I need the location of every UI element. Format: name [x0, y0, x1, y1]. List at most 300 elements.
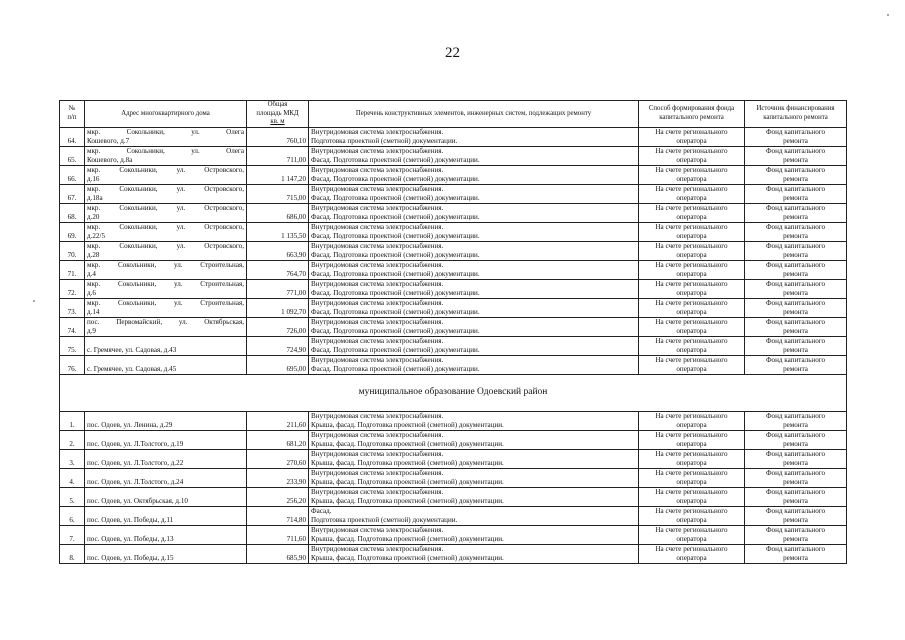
row-method — [639, 241, 745, 260]
row-method — [639, 544, 745, 563]
row-works — [309, 355, 639, 374]
row-works — [309, 241, 639, 260]
row-address — [85, 203, 247, 222]
row-number: 69. — [60, 222, 85, 241]
source-line-1: Фонд капитального — [765, 146, 826, 155]
row-source — [745, 146, 847, 165]
address-line-2: пос. Одоев, ул. Л.Толстого, д.24 — [87, 477, 184, 486]
table-section — [60, 374, 847, 411]
method-line-1: На счете регионального — [655, 544, 728, 553]
works-line-1: Внутридомовая система электроснабжения. — [311, 222, 444, 231]
method-line-1: На счете регионального — [655, 165, 728, 174]
method-line-1: На счете регионального — [655, 279, 728, 288]
row-address — [85, 355, 247, 374]
source-line-1: Фонд капитального — [765, 165, 826, 174]
method-line-2: оператора — [676, 174, 707, 183]
row-area: 211,60 — [247, 411, 309, 430]
row-number: 68. — [60, 203, 85, 222]
row-method — [639, 336, 745, 355]
address-line-2: Кошевого, д.8а — [87, 155, 133, 164]
works-line-2: Фасад. Подготовка проектной (сметной) документации. — [311, 345, 480, 354]
table-row — [60, 298, 847, 317]
works-line-2: Крыша, фасад. Подготовка проектной (сметной) документации. — [311, 553, 504, 562]
works-line-2: Фасад. Подготовка проектной (сметной) документации. — [311, 212, 480, 221]
method-line-2: оператора — [676, 477, 707, 486]
header-number: № п/п — [60, 101, 85, 128]
row-area: 711,60 — [247, 525, 309, 544]
source-line-2: ремонта — [783, 439, 808, 448]
row-number: 2. — [60, 430, 85, 449]
scan-speck — [887, 14, 889, 16]
row-works — [309, 430, 639, 449]
works-line-1: Фасад. — [311, 506, 332, 515]
source-line-2: ремонта — [783, 288, 808, 297]
row-source — [745, 222, 847, 241]
address-line-1: пос. Первомайский, ул. Октябрьская, — [87, 317, 244, 326]
row-address — [85, 241, 247, 260]
row-source — [745, 430, 847, 449]
row-number: 73. — [60, 298, 85, 317]
address-line-2: пос. Одоев, ул. Победы, д.15 — [87, 553, 174, 562]
method-line-1: На счете регионального — [655, 184, 728, 193]
source-line-2: ремонта — [783, 420, 808, 429]
row-area: 256,20 — [247, 487, 309, 506]
row-method — [639, 411, 745, 430]
table-body-part-2 — [60, 411, 847, 563]
source-line-1: Фонд капитального — [765, 525, 826, 534]
works-line-1: Внутридомовая система электроснабжения. — [311, 525, 444, 534]
row-works — [309, 279, 639, 298]
header-works: Перечень конструктивных элементов, инженерных систем, подлежащих ремонту — [309, 101, 639, 128]
row-works — [309, 544, 639, 563]
row-address — [85, 317, 247, 336]
works-line-2: Фасад. Подготовка проектной (сметной) документации. — [311, 288, 480, 297]
row-number: 74. — [60, 317, 85, 336]
row-address — [85, 336, 247, 355]
method-line-1: На счете регионального — [655, 203, 728, 212]
source-line-2: ремонта — [783, 553, 808, 562]
works-line-1: Внутридомовая система электроснабжения. — [311, 430, 444, 439]
source-line-1: Фонд капитального — [765, 544, 826, 553]
row-method — [639, 317, 745, 336]
row-address — [85, 298, 247, 317]
works-line-2: Крыша, фасад. Подготовка проектной (сметной) документации. — [311, 534, 504, 543]
method-line-2: оператора — [676, 458, 707, 467]
method-line-1: На счете регионального — [655, 506, 728, 515]
works-line-2: Фасад. Подготовка проектной (сметной) документации. — [311, 155, 480, 164]
scan-speck — [33, 300, 35, 302]
method-line-2: оператора — [676, 307, 707, 316]
row-works — [309, 165, 639, 184]
row-area: 663,90 — [247, 241, 309, 260]
table-row — [60, 411, 847, 430]
method-line-2: оператора — [676, 288, 707, 297]
method-line-2: оператора — [676, 136, 707, 145]
source-line-2: ремонта — [783, 155, 808, 164]
row-area: 724,90 — [247, 336, 309, 355]
address-line-1: мкр. Сокольники, ул. Строительная, — [87, 260, 244, 269]
table-row — [60, 468, 847, 487]
method-line-1: На счете регионального — [655, 430, 728, 439]
row-method — [639, 525, 745, 544]
row-works — [309, 127, 639, 146]
row-number: 76. — [60, 355, 85, 374]
works-line-2: Крыша, фасад. Подготовка проектной (сметной) документации. — [311, 458, 504, 467]
row-works — [309, 146, 639, 165]
source-line-1: Фонд капитального — [765, 355, 826, 364]
table-row — [60, 487, 847, 506]
row-method — [639, 468, 745, 487]
row-method — [639, 260, 745, 279]
row-number: 1. — [60, 411, 85, 430]
method-line-1: На счете регионального — [655, 468, 728, 477]
address-line-1: мкр. Сокольники, ул. Олега — [87, 127, 244, 136]
table-row — [60, 222, 847, 241]
address-line-2: д.4 — [87, 269, 96, 278]
address-line-1: мкр. Сокольники, ул. Островского, — [87, 241, 244, 250]
address-line-2: пос. Одоев, ул. Победы, д.13 — [87, 534, 174, 543]
method-line-1: На счете регионального — [655, 222, 728, 231]
address-line-1: мкр. Сокольники, ул. Островского, — [87, 184, 244, 193]
source-line-1: Фонд капитального — [765, 487, 826, 496]
works-line-1: Внутридомовая система электроснабжения. — [311, 411, 444, 420]
row-address — [85, 468, 247, 487]
row-area: 1 092,70 — [247, 298, 309, 317]
address-line-1: мкр. Сокольники, ул. Строительная, — [87, 298, 244, 307]
row-method — [639, 449, 745, 468]
table-row — [60, 203, 847, 222]
row-works — [309, 468, 639, 487]
row-address — [85, 487, 247, 506]
table-row — [60, 525, 847, 544]
row-number: 8. — [60, 544, 85, 563]
row-source — [745, 279, 847, 298]
source-line-2: ремонта — [783, 269, 808, 278]
section-title: муниципальное образование Одоевский район — [60, 374, 847, 411]
row-source — [745, 165, 847, 184]
table-row — [60, 355, 847, 374]
method-line-2: оператора — [676, 326, 707, 335]
source-line-1: Фонд капитального — [765, 222, 826, 231]
row-works — [309, 506, 639, 525]
row-works — [309, 298, 639, 317]
table-row — [60, 146, 847, 165]
table-row — [60, 544, 847, 563]
works-line-1: Внутридомовая система электроснабжения. — [311, 127, 444, 136]
works-line-1: Внутридомовая система электроснабжения. — [311, 260, 444, 269]
method-line-2: оператора — [676, 534, 707, 543]
row-address — [85, 279, 247, 298]
row-source — [745, 336, 847, 355]
row-method — [639, 279, 745, 298]
table-row — [60, 317, 847, 336]
works-line-2: Подготовка проектной (сметной) документации. — [311, 515, 458, 524]
row-number: 7. — [60, 525, 85, 544]
row-area: 715,00 — [247, 184, 309, 203]
source-line-1: Фонд капитального — [765, 203, 826, 212]
header-source: Источник финансирования капитального ремонта — [745, 101, 847, 128]
row-area: 1 135,50 — [247, 222, 309, 241]
works-line-1: Внутридомовая система электроснабжения. — [311, 487, 444, 496]
works-line-1: Внутридомовая система электроснабжения. — [311, 544, 444, 553]
works-line-1: Внутридомовая система электроснабжения. — [311, 449, 444, 458]
row-number: 66. — [60, 165, 85, 184]
source-line-2: ремонта — [783, 345, 808, 354]
works-line-2: Крыша, фасад. Подготовка проектной (сметной) документации. — [311, 439, 504, 448]
row-number: 72. — [60, 279, 85, 298]
row-source — [745, 127, 847, 146]
row-address — [85, 525, 247, 544]
row-area: 714,80 — [247, 506, 309, 525]
method-line-2: оператора — [676, 364, 707, 373]
row-method — [639, 487, 745, 506]
address-line-2: д.22/5 — [87, 231, 105, 240]
row-method — [639, 165, 745, 184]
works-line-2: Фасад. Подготовка проектной (сметной) документации. — [311, 326, 480, 335]
row-method — [639, 298, 745, 317]
address-line-2: пос. Одоев, ул. Л.Толстого, д.22 — [87, 458, 184, 467]
row-address — [85, 127, 247, 146]
table-header — [60, 101, 847, 128]
works-line-2: Фасад. Подготовка проектной (сметной) документации. — [311, 174, 480, 183]
row-area: 270,60 — [247, 449, 309, 468]
header-area: Общая площадь МКД кв. м — [247, 101, 309, 128]
method-line-2: оператора — [676, 250, 707, 259]
method-line-1: На счете регионального — [655, 336, 728, 345]
method-line-1: На счете регионального — [655, 525, 728, 534]
works-line-2: Фасад. Подготовка проектной (сметной) документации. — [311, 269, 480, 278]
works-line-2: Фасад. Подготовка проектной (сметной) документации. — [311, 231, 480, 240]
table-row — [60, 184, 847, 203]
address-line-2: д.18а — [87, 193, 103, 202]
method-line-1: На счете регионального — [655, 411, 728, 420]
source-line-1: Фонд капитального — [765, 449, 826, 458]
row-number: 4. — [60, 468, 85, 487]
table-row — [60, 165, 847, 184]
row-method — [639, 506, 745, 525]
method-line-2: оператора — [676, 193, 707, 202]
method-line-2: оператора — [676, 515, 707, 524]
table-row — [60, 449, 847, 468]
row-area: 711,00 — [247, 146, 309, 165]
source-line-2: ремонта — [783, 364, 808, 373]
method-line-1: На счете регионального — [655, 241, 728, 250]
source-line-2: ремонта — [783, 515, 808, 524]
row-area: 686,00 — [247, 203, 309, 222]
works-line-1: Внутридомовая система электроснабжения. — [311, 336, 444, 345]
row-number: 75. — [60, 336, 85, 355]
source-line-2: ремонта — [783, 534, 808, 543]
works-line-1: Внутридомовая система электроснабжения. — [311, 468, 444, 477]
row-address — [85, 146, 247, 165]
source-line-2: ремонта — [783, 458, 808, 467]
source-line-1: Фонд капитального — [765, 184, 826, 193]
row-source — [745, 317, 847, 336]
address-line-1: мкр. Сокольники, ул. Островского, — [87, 165, 244, 174]
row-address — [85, 260, 247, 279]
address-line-1: мкр. Сокольники, ул. Строительная, — [87, 279, 244, 288]
method-line-2: оператора — [676, 155, 707, 164]
address-line-2: д.9 — [87, 326, 96, 335]
row-number: 71. — [60, 260, 85, 279]
source-line-2: ремонта — [783, 193, 808, 202]
works-line-1: Внутридомовая система электроснабжения. — [311, 279, 444, 288]
row-works — [309, 317, 639, 336]
row-address — [85, 411, 247, 430]
works-line-2: Крыша, фасад. Подготовка проектной (сметной) документации. — [311, 420, 504, 429]
works-line-2: Крыша, фасад. Подготовка проектной (сметной) документации. — [311, 477, 504, 486]
row-address — [85, 544, 247, 563]
row-works — [309, 525, 639, 544]
works-line-2: Подготовка проектной (сметной) документации. — [311, 136, 458, 145]
method-line-2: оператора — [676, 553, 707, 562]
address-line-2: д.6 — [87, 288, 96, 297]
row-source — [745, 544, 847, 563]
method-line-2: оператора — [676, 439, 707, 448]
row-works — [309, 336, 639, 355]
address-line-2: д.28 — [87, 250, 100, 259]
works-line-2: Фасад. Подготовка проектной (сметной) документации. — [311, 193, 480, 202]
row-area: 760,10 — [247, 127, 309, 146]
row-number: 5. — [60, 487, 85, 506]
works-line-2: Крыша, фасад. Подготовка проектной (сметной) документации. — [311, 496, 504, 505]
row-method — [639, 127, 745, 146]
source-line-1: Фонд капитального — [765, 411, 826, 420]
table-row — [60, 279, 847, 298]
row-number: 3. — [60, 449, 85, 468]
row-area: 764,70 — [247, 260, 309, 279]
row-works — [309, 203, 639, 222]
row-source — [745, 241, 847, 260]
address-line-2: Кошевого, д.7 — [87, 136, 130, 145]
table-body-part-1 — [60, 127, 847, 374]
method-line-1: На счете регионального — [655, 317, 728, 326]
works-line-1: Внутридомовая система электроснабжения. — [311, 298, 444, 307]
row-source — [745, 525, 847, 544]
row-method — [639, 430, 745, 449]
works-line-2: Фасад. Подготовка проектной (сметной) документации. — [311, 364, 480, 373]
source-line-2: ремонта — [783, 326, 808, 335]
works-line-1: Внутридомовая система электроснабжения. — [311, 184, 444, 193]
works-line-1: Внутридомовая система электроснабжения. — [311, 165, 444, 174]
row-source — [745, 203, 847, 222]
method-line-1: На счете регионального — [655, 487, 728, 496]
row-works — [309, 184, 639, 203]
table-row — [60, 336, 847, 355]
source-line-2: ремонта — [783, 307, 808, 316]
method-line-2: оператора — [676, 212, 707, 221]
row-area: 771,00 — [247, 279, 309, 298]
source-line-1: Фонд капитального — [765, 317, 826, 326]
source-line-2: ремонта — [783, 212, 808, 221]
method-line-1: На счете регионального — [655, 449, 728, 458]
address-line-2: с. Гремячее, ул. Садовая, д.43 — [87, 345, 177, 354]
header-method: Способ формирования фонда капитального ремонта — [639, 101, 745, 128]
row-number: 64. — [60, 127, 85, 146]
source-line-1: Фонд капитального — [765, 468, 826, 477]
row-method — [639, 355, 745, 374]
row-number: 67. — [60, 184, 85, 203]
row-source — [745, 468, 847, 487]
row-area: 233,90 — [247, 468, 309, 487]
row-number: 65. — [60, 146, 85, 165]
works-line-1: Внутридомовая система электроснабжения. — [311, 241, 444, 250]
row-address — [85, 430, 247, 449]
row-source — [745, 298, 847, 317]
works-line-1: Внутридомовая система электроснабжения. — [311, 203, 444, 212]
address-line-2: пос. Одоев, ул. Октябрьская, д.10 — [87, 496, 188, 505]
address-line-1: мкр. Сокольники, ул. Островского, — [87, 203, 244, 212]
source-line-2: ремонта — [783, 250, 808, 259]
row-source — [745, 487, 847, 506]
address-line-1: мкр. Сокольники, ул. Олега — [87, 146, 244, 155]
source-line-1: Фонд капитального — [765, 241, 826, 250]
address-line-2: д.20 — [87, 212, 100, 221]
repair-program-table — [59, 100, 847, 564]
row-address — [85, 449, 247, 468]
source-line-1: Фонд капитального — [765, 127, 826, 136]
method-line-1: На счете регионального — [655, 260, 728, 269]
row-address — [85, 184, 247, 203]
works-line-1: Внутридомовая система электроснабжения. — [311, 146, 444, 155]
row-method — [639, 203, 745, 222]
method-line-1: На счете регионального — [655, 355, 728, 364]
row-number: 6. — [60, 506, 85, 525]
address-line-2: д.14 — [87, 307, 100, 316]
row-method — [639, 222, 745, 241]
row-source — [745, 260, 847, 279]
method-line-1: На счете регионального — [655, 298, 728, 307]
method-line-1: На счете регионального — [655, 146, 728, 155]
row-method — [639, 184, 745, 203]
address-line-2: д.16 — [87, 174, 100, 183]
row-works — [309, 487, 639, 506]
works-line-1: Внутридомовая система электроснабжения. — [311, 355, 444, 364]
source-line-1: Фонд капитального — [765, 506, 826, 515]
table-row — [60, 241, 847, 260]
source-line-1: Фонд капитального — [765, 260, 826, 269]
works-line-2: Фасад. Подготовка проектной (сметной) документации. — [311, 307, 480, 316]
header-address: Адрес многоквартирного дома — [85, 101, 247, 128]
works-line-1: Внутридомовая система электроснабжения. — [311, 317, 444, 326]
address-line-2: пос. Одоев, ул. Победы, д.11 — [87, 515, 174, 524]
method-line-2: оператора — [676, 345, 707, 354]
source-line-2: ремонта — [783, 174, 808, 183]
address-line-2: с. Гремячее, ул. Садовая, д.45 — [87, 364, 177, 373]
row-method — [639, 146, 745, 165]
table-row — [60, 260, 847, 279]
row-area: 1 147,20 — [247, 165, 309, 184]
method-line-2: оператора — [676, 269, 707, 278]
table-row — [60, 430, 847, 449]
address-line-1: мкр. Сокольники, ул. Островского, — [87, 222, 244, 231]
row-works — [309, 222, 639, 241]
row-number: 70. — [60, 241, 85, 260]
source-line-2: ремонта — [783, 136, 808, 145]
row-source — [745, 355, 847, 374]
row-address — [85, 222, 247, 241]
row-area: 726,00 — [247, 317, 309, 336]
row-works — [309, 411, 639, 430]
source-line-1: Фонд капитального — [765, 279, 826, 288]
source-line-2: ремонта — [783, 231, 808, 240]
row-source — [745, 506, 847, 525]
source-line-1: Фонд капитального — [765, 430, 826, 439]
row-works — [309, 260, 639, 279]
address-line-2: пос. Одоев, ул. Ленина, д.29 — [87, 420, 173, 429]
source-line-2: ремонта — [783, 496, 808, 505]
method-line-2: оператора — [676, 420, 707, 429]
